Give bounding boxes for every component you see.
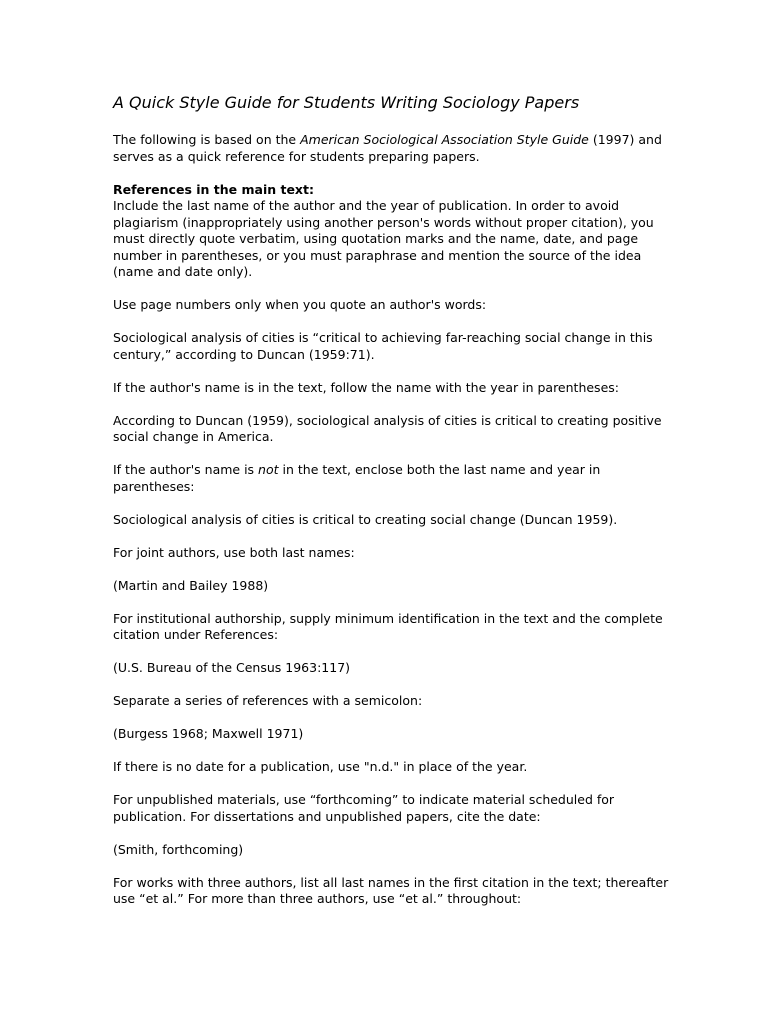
example-series: (Burgess 1968; Maxwell 1971) <box>113 726 304 741</box>
paragraph-institutional: For institutional authorship, supply minimum identification in the text and the complete citation under References: <box>113 610 663 642</box>
intro-text-after: (1997) and serves as a quick reference for students preparing papers. <box>113 132 662 164</box>
paragraph-unpublished: For unpublished materials, use “forthcoming” to indicate material scheduled for publication. For dissertations and unpublished papers, cite the date: <box>113 792 615 824</box>
paragraph-three-authors: For works with three authors, list all last names in the first citation in the text; thereafter use “et al.” For more than three authors, use “et al.” throughout: <box>113 874 669 906</box>
paragraph-page-numbers: Use page numbers only when you quote an author's words: <box>113 297 487 312</box>
paragraph-name-not-in-text <box>113 462 673 495</box>
example-name-in-text: According to Duncan (1959), sociological analysis of cities is critical to creating positive social change in America. <box>113 412 662 444</box>
example-unpublished: (Smith, forthcoming) <box>113 841 244 857</box>
intro-paragraph <box>113 132 673 165</box>
paragraph-no-date: If there is no date for a publication, use "n.d." in place of the year. <box>113 759 528 774</box>
document-page <box>113 92 673 924</box>
paragraph-name-in-text: If the author's name is in the text, follow the name with the year in parentheses: <box>113 379 619 395</box>
document-title: A Quick Style Guide for Students Writing Sociology Papers <box>113 93 580 112</box>
intro-italic-title: American Sociological Association Style Guide <box>300 132 589 147</box>
example-quote: Sociological analysis of cities is “critical to achieving far-reaching social change in this century,” according to Duncan (1959:71). <box>113 330 653 362</box>
not-in-text-italic: not <box>258 462 279 477</box>
section-heading: References in the main text: <box>113 181 314 197</box>
example-institutional: (U.S. Bureau of the Census 1963:117) <box>113 660 351 675</box>
not-in-text-before: If the author's name is <box>113 462 259 477</box>
example-joint-authors: (Martin and Bailey 1988) <box>113 577 269 593</box>
paragraph-joint-authors: For joint authors, use both last names: <box>113 544 355 560</box>
intro-text-before: The following is based on the <box>113 132 301 147</box>
section-body: Include the last name of the author and the year of publication. In order to avoid plagiarism (inappropriately using another person's words without proper citation), you must directly quote verbatim, using quotation marks and the name, date, and page number in parentheses, or you must paraphrase and mention the source of the idea (name and date only). <box>113 198 654 279</box>
example-name-not-in-text: Sociological analysis of cities is critical to creating social change (Duncan 1959). <box>113 511 618 527</box>
references-section <box>113 182 673 281</box>
not-in-text-after: in the text, enclose both the last name and year in parentheses: <box>113 462 601 494</box>
paragraph-series: Separate a series of references with a semicolon: <box>113 693 423 708</box>
